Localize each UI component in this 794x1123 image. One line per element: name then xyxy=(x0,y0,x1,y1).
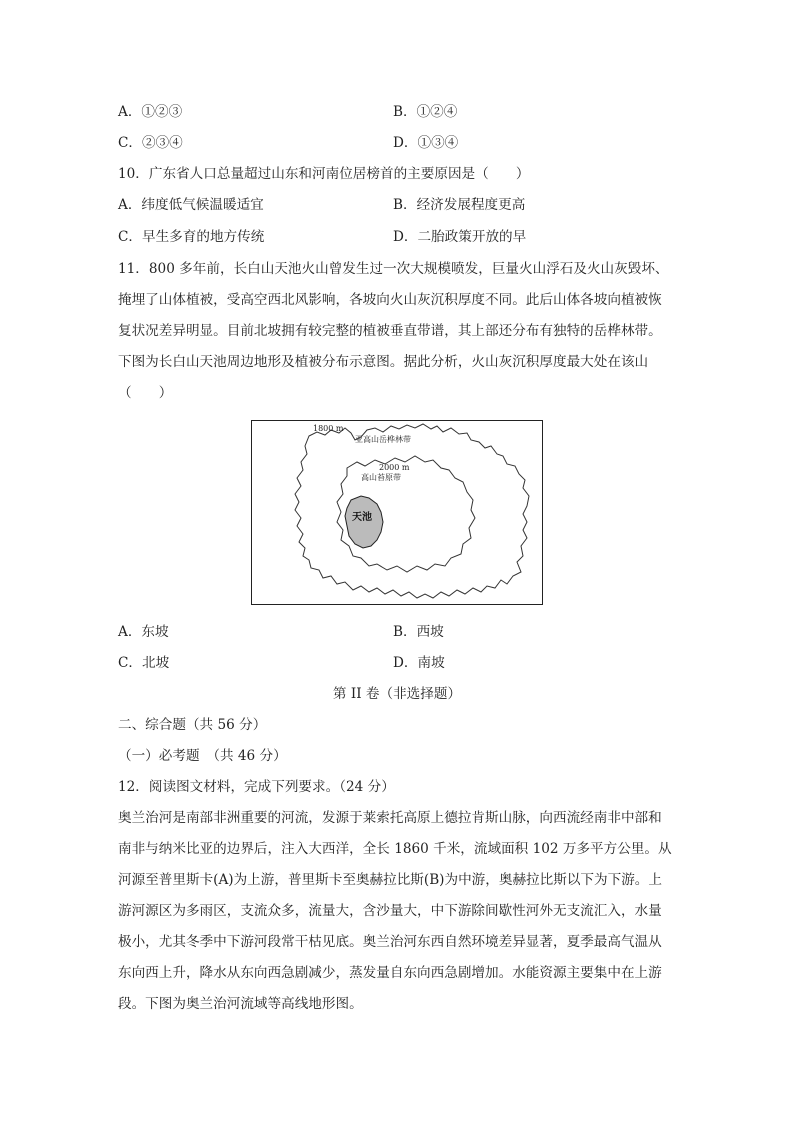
q11-option-d: D．南坡 xyxy=(393,655,445,671)
q9-option-a: A．①②③ xyxy=(118,104,183,120)
q10-option-a: A．纬度低气候温暖适宜 xyxy=(118,197,264,213)
map-border xyxy=(252,421,543,605)
q11-option-b: B．西坡 xyxy=(393,624,444,640)
changbaishan-map xyxy=(251,420,543,605)
q9-option-b: B．①②④ xyxy=(393,104,458,120)
q12-stem: 12．阅读图文材料，完成下列要求。（24 分） xyxy=(118,779,395,795)
q12-line-7: 段。下图为奥兰治河流域等高线地形图。 xyxy=(118,996,363,1012)
q12-line-6: 东向西上升，降水从东向西急剧减少，蒸发量自东向西急剧增加。水能资源主要集中在上游 xyxy=(118,965,662,981)
q10-option-c: C．早生多育的地方传统 xyxy=(118,229,265,245)
q10-stem: 10．广东省人口总量超过山东和河南位居榜首的主要原因是（ ） xyxy=(118,166,530,182)
q11-line-2: 掩埋了山体植被，受高空西北风影响，各坡向火山灰沉积厚度不同。此后山体各坡向植被恢 xyxy=(118,292,662,308)
q10-option-d: D．二胎政策开放的早 xyxy=(393,229,527,245)
label-subalpine-birch-belt: 亚高山岳桦林带 xyxy=(355,435,411,444)
volume-2-title: 第 II 卷（非选择题） xyxy=(332,686,462,702)
q12-line-2: 南非与纳米比亚的边界后，注入大西洋，全长 1860 千米，流域面积 102 万多平方公里。从 xyxy=(118,841,672,857)
q11-line-5: （ ） xyxy=(118,385,173,401)
q9-option-c: C．②③④ xyxy=(118,135,183,151)
part-2-title: 二、综合题（共 56 分） xyxy=(118,717,267,733)
q12-line-1: 奥兰治河是南部非洲重要的河流，发源于莱索托高原上德拉肯斯山脉，向西流经南非中部和 xyxy=(118,810,662,826)
q10-option-b: B．经济发展程度更高 xyxy=(393,197,526,213)
label-tianchi: 天池 xyxy=(352,512,372,523)
q12-line-4: 游河源区为多雨区，支流众多，流量大，含沙量大，中下游除间歇性河外无支流汇入，水量 xyxy=(118,903,662,919)
q12-line-5: 极小，尤其冬季中下游河段常干枯见底。奥兰治河东西自然环境差异显著，夏季最高气温从 xyxy=(118,934,662,950)
q11-option-a: A．东坡 xyxy=(118,624,169,640)
q11-option-c: C．北坡 xyxy=(118,655,170,671)
label-2000m: 2000 m xyxy=(379,463,410,472)
q9-option-d: D．①③④ xyxy=(393,135,459,151)
q11-line-3: 复状况差异明显。目前北坡拥有较完整的植被垂直带谱，其上部还分布有独特的岳桦林带。 xyxy=(118,323,662,339)
q11-line-4: 下图为长白山天池周边地形及植被分布示意图。据此分析，火山灰沉积厚度最大处在该山 xyxy=(118,354,649,370)
q12-line-3: 河源至普里斯卡(A)为上游，普里斯卡至奥赫拉比斯(B)为中游，奥赫拉比斯以下为下游。上 xyxy=(118,872,662,888)
q11-line-1: 11．800 多年前，长白山天池火山曾发生过一次大规模喷发，巨量火山浮石及火山灰毁坏、 xyxy=(118,261,669,277)
required-questions-title: （一）必考题 （共 46 分） xyxy=(118,748,287,764)
label-alpine-tundra-belt: 高山苔原带 xyxy=(361,473,401,482)
label-1800m: 1800 m xyxy=(313,424,344,433)
